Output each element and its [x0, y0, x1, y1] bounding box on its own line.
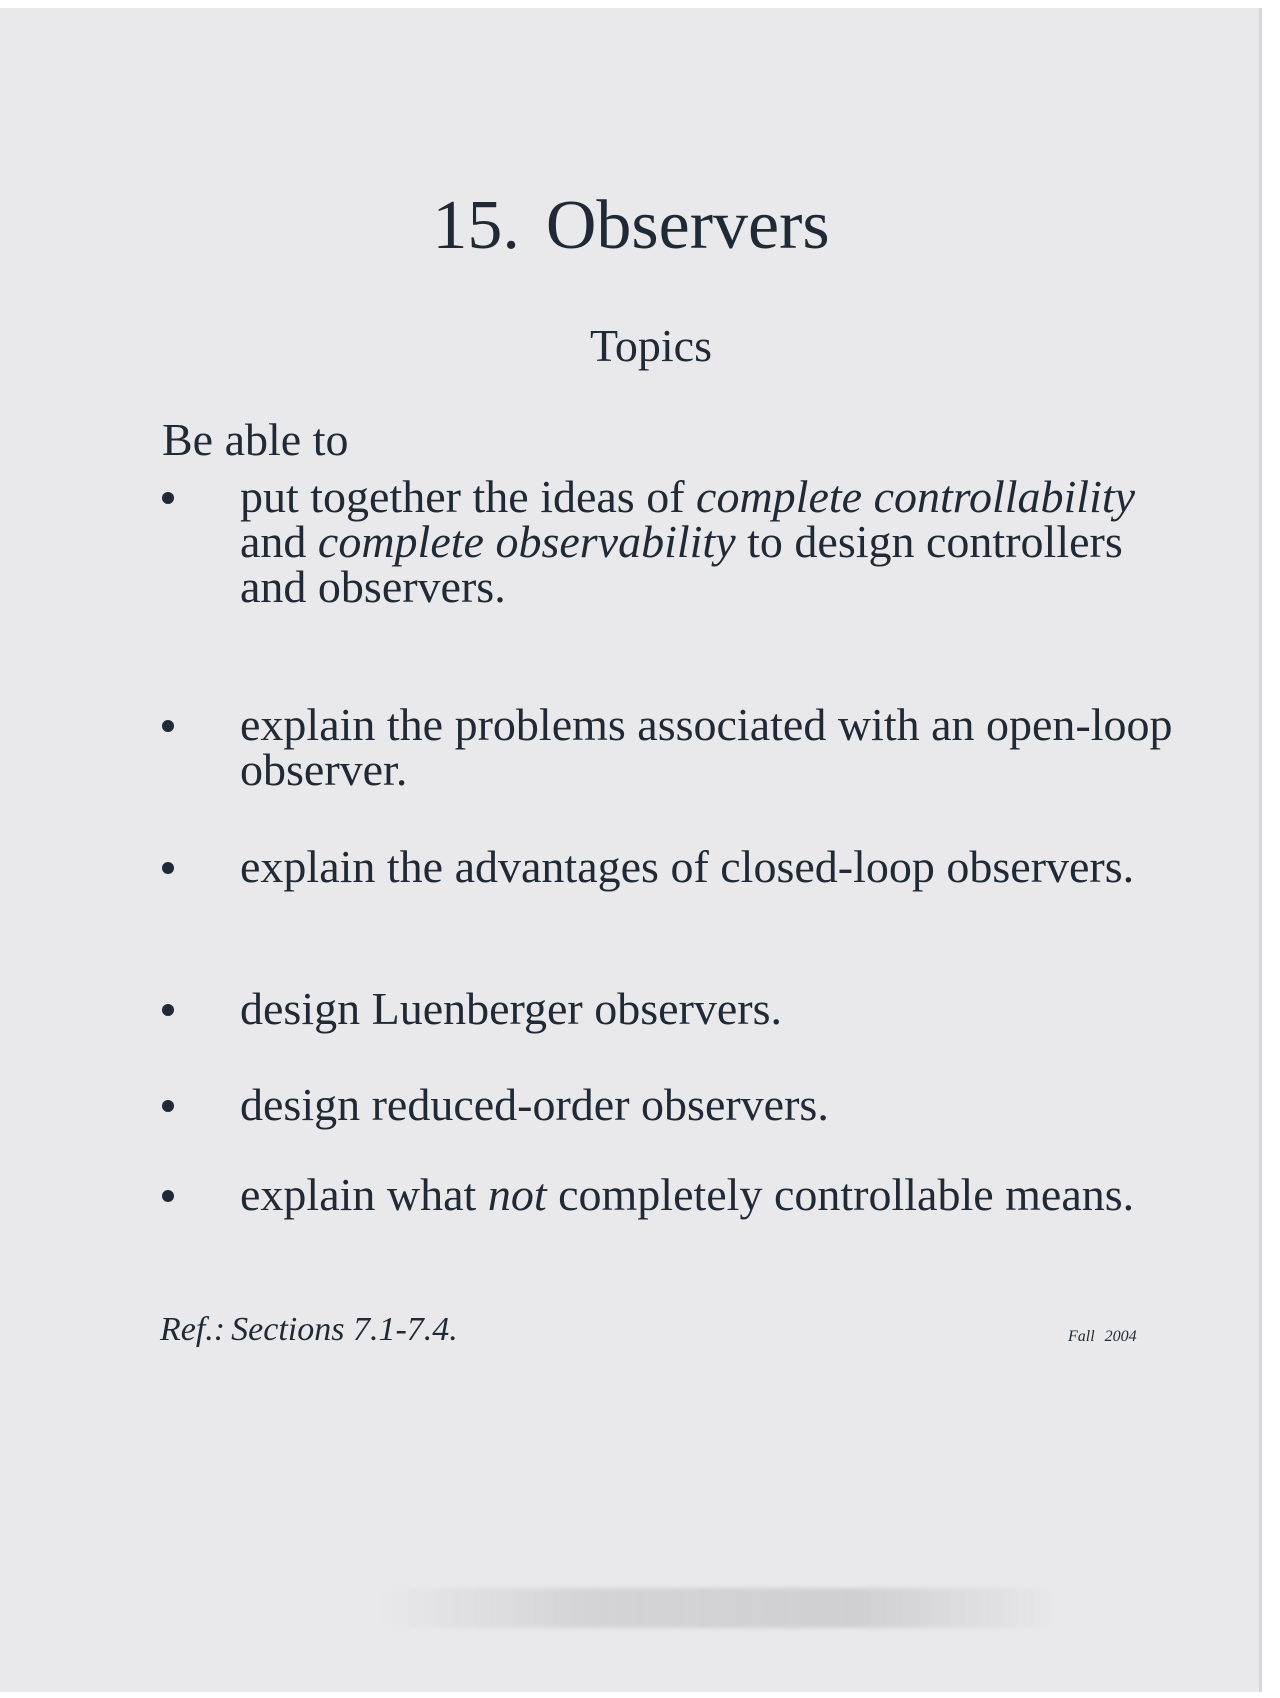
objective-emphasis: complete observability — [317, 516, 736, 567]
bullet-icon — [162, 862, 174, 874]
objective-text — [240, 471, 1180, 612]
objective-text — [240, 1169, 1180, 1220]
objective-segment: and — [240, 516, 318, 567]
objective-segment: design Luenberger observers. — [240, 983, 783, 1034]
page-title — [0, 186, 1262, 266]
reference-text: Sections 7.1-7.4. — [231, 1311, 458, 1348]
term-year: 2004 — [1104, 1328, 1137, 1345]
term-label — [1068, 1327, 1137, 1347]
objective-segment: design reduced-order observers. — [240, 1079, 829, 1130]
intro-text: Be able to — [162, 414, 349, 465]
objective-text — [240, 699, 1180, 795]
title-number: 15. — [432, 187, 520, 264]
objective-segment: completely controllable means. — [546, 1169, 1135, 1220]
objective-segment: explain the problems associated with an open-loop observer. — [240, 699, 1173, 795]
bullet-icon — [162, 1100, 174, 1112]
term-season: Fall — [1068, 1328, 1095, 1345]
objective-segment: to design controllers and observers. — [240, 516, 1123, 612]
objective-text — [240, 983, 1180, 1034]
objective-segment: explain the advantages of closed-loop observers. — [240, 841, 1135, 892]
objective-segment: put together the ideas of — [240, 471, 697, 522]
objective-text — [240, 1079, 1180, 1130]
reference-label: Ref.: — [160, 1311, 226, 1348]
objective-emphasis: complete controllability — [696, 471, 1136, 522]
bullet-icon — [162, 720, 174, 732]
objective-text — [240, 841, 1180, 892]
bullet-icon — [162, 1004, 174, 1016]
bullet-icon — [162, 1190, 174, 1202]
scan-artifact — [380, 1588, 1060, 1628]
objective-segment: explain what — [240, 1169, 488, 1220]
title-text: Observers — [545, 187, 830, 264]
reference-note — [160, 1310, 458, 1350]
objective-emphasis: not — [487, 1169, 547, 1220]
bullet-icon — [162, 492, 174, 504]
scanned-page — [0, 8, 1262, 1692]
subtitle: Topics — [590, 320, 712, 371]
